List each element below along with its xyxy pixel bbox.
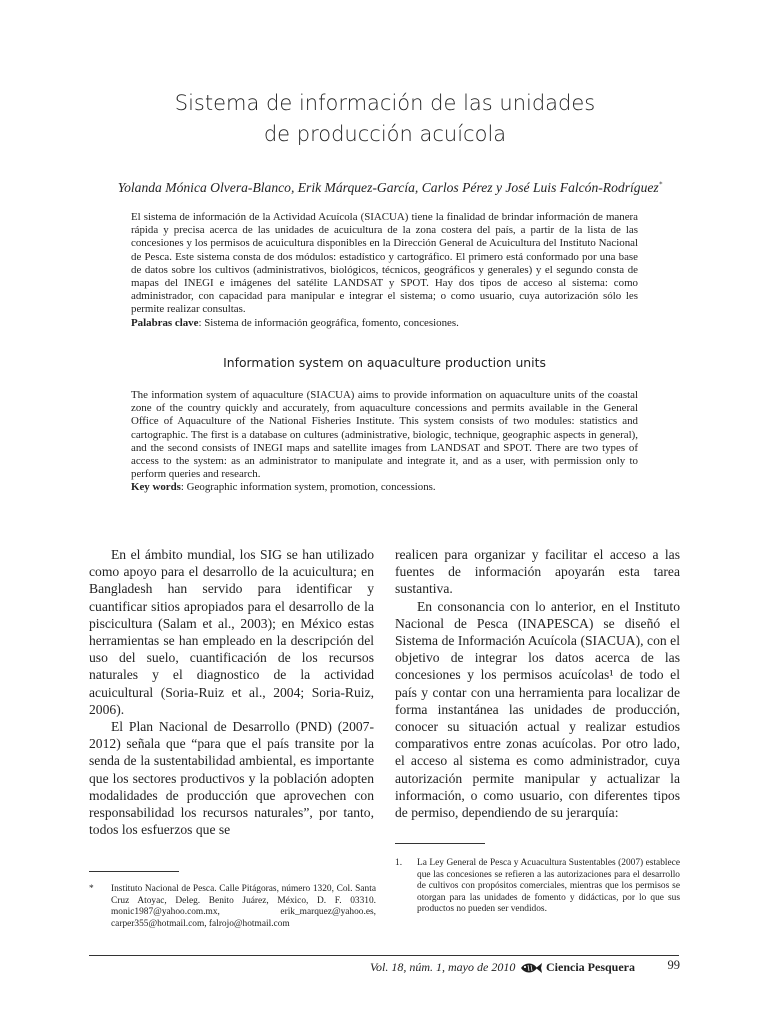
footer-rule — [89, 955, 679, 956]
abstract-english — [131, 389, 638, 495]
page-footer — [370, 960, 680, 980]
title-line-2: de producción acuícola — [263, 122, 507, 146]
english-title: Information system on aquaculture production units — [223, 355, 546, 370]
left-paragraph-2: El Plan Nacional de Desarrollo (PND) (2007-2012) señala que “para que el país transite por la senda de la sustentabilidad ambiental, es importante que los sectores productivos y la población adopten modalidades de producción que aprovechen con responsabilidad los recursos naturales”, por tanto, todos los esfuerzos que se — [89, 719, 374, 838]
abstract-spanish-body: El sistema de información de la Actividad Acuícola (SIACUA) tiene la finalidad de brindar información de manera rápida y precisa acerca de las unidades de acuicultura de la zona costera del país, a partir de la lista de las concesiones y los permisos de acuicultura disponibles en la Dirección General de Acuicultura del Instituto Nacional de Pesca. Este sistema consta de dos módulos: estadístico y cartográfico. El primero está conformado por una base de datos sobre los cultivos (administrativos, biológicos, técnicos, geográficos y generales) y el segundo consta de mapas del INEGI e imágenes del satélite LANDSAT y SPOT. Hay dos tipos de acceso al sistema: como administrador, con capacidad para manipular e integrar el sistema; o como usuario, cuya autorización sólo les permite realizar consultas. — [131, 211, 638, 316]
left-paragraph-1: En el ámbito mundial, los SIG se han utilizado como apoyo para el desarrollo de la acuicultura; en Bangladesh han servido para identificar y cuantificar sitios apropiados para el desarrollo de la piscicultura (Salam et al., 2003); en México estas herramientas se han empleado en la descripción del uso del suelo, cuantificación de los recursos naturales y el diagnostico de la actividad acuicultural (Soria-Ruiz et al., 2004; Soria-Ruiz, 2006). — [89, 547, 374, 717]
keywords-spanish — [131, 317, 638, 330]
keywords-spanish-text: : Sistema de información geográfica, fomento, concesiones. — [198, 316, 459, 329]
page-number: 99 — [667, 958, 680, 972]
title-line-1: Sistema de información de las unidades — [174, 91, 596, 115]
fish-logo-icon — [520, 961, 542, 975]
keywords-english-text: : Geographic information system, promotion, concessions. — [180, 481, 436, 494]
footnote-divider-left — [89, 871, 179, 872]
author-footnote-mark: * — [658, 180, 663, 189]
article-title — [100, 88, 670, 150]
keywords-english — [131, 481, 638, 494]
footnote-author-affiliation — [89, 884, 376, 934]
authors-text: Yolanda Mónica Olvera-Blanco, Erik Márquez-García, Carlos Pérez y José Luis Falcón-Rodríguez — [117, 180, 659, 195]
volume-info: Vol. 18, núm. 1, mayo de 2010 — [370, 960, 516, 974]
abstract-english-body: The information system of aquaculture (SIACUA) aims to provide information on aquaculture units of the coastal zone of the country quickly and accurately, from aquaculture concessions and permits available in the General Office of Aquaculture of the National Fisheries Institute. This system consists of two modules: statistics and cartographic. The first is a database on cultures (administrative, biologic, technique, geographic aspects in general), and the second consists of INEGI maps and satellite images from LANDSAT and SPOT. There are two types of access to the system: as an administrator to manipulate and integrate it, and as a user, with permission only to perform queries and research. — [131, 389, 638, 481]
footnote-1-mark: 1. — [395, 858, 403, 868]
footnote-author-mark: * — [89, 884, 94, 894]
footnote-divider-right — [395, 843, 485, 844]
keywords-spanish-label: Palabras clave — [131, 316, 199, 329]
abstract-spanish — [131, 211, 638, 330]
right-paragraph-1: realicen para organizar y facilitar el acceso a las fuentes de información apoyarán esta tarea sustantiva. — [395, 547, 680, 597]
keywords-english-label: Key words — [131, 481, 181, 494]
author-list — [90, 180, 690, 196]
right-paragraph-2: En consonancia con lo anterior, en el Instituto Nacional de Pesca (INAPESCA) se diseñó el Sistema de Información Acuícola (SIACUA), con el objetivo de integrar los datos acerca de las concesiones y los permisos acuícolas¹ de todo el país y contar con una herramienta para localizar de forma instantánea las unidades de producción, conocer su situación actual y realizar estudios comparativos entre zonas acuícolas. Por otro lado, el acceso al sistema es como administrador, cuya autorización permite manipular y actualizar la información, o como usuario, con diferentes tipos de permiso, dependiendo de su jerarquía: — [395, 598, 680, 821]
footnote-1 — [395, 858, 680, 938]
body-column-right — [395, 546, 680, 821]
journal-name: Ciencia Pesquera — [546, 960, 635, 974]
footnote-1-text: La Ley General de Pesca y Acuacultura Sustentables (2007) establece que las concesiones se refieren a las autorizaciones para el desarrollo de cultivos con propósitos comerciales, mientras que los permisos se otorgan para las unidades de fomento y didácticas, por lo que sus productos no pueden ser vendidos. — [417, 858, 680, 915]
body-column-left — [89, 546, 374, 838]
footnote-author-text: Instituto Nacional de Pesca. Calle Pitágoras, número 1320, Col. Santa Cruz Atoyac, Deleg. Benito Juárez, México, D. F. 03310. monic1987@yahoo.com.mx, erik_marquez@yahoo.es, carper355@hotmail.com, falrojo@hotmail.com — [111, 884, 376, 929]
